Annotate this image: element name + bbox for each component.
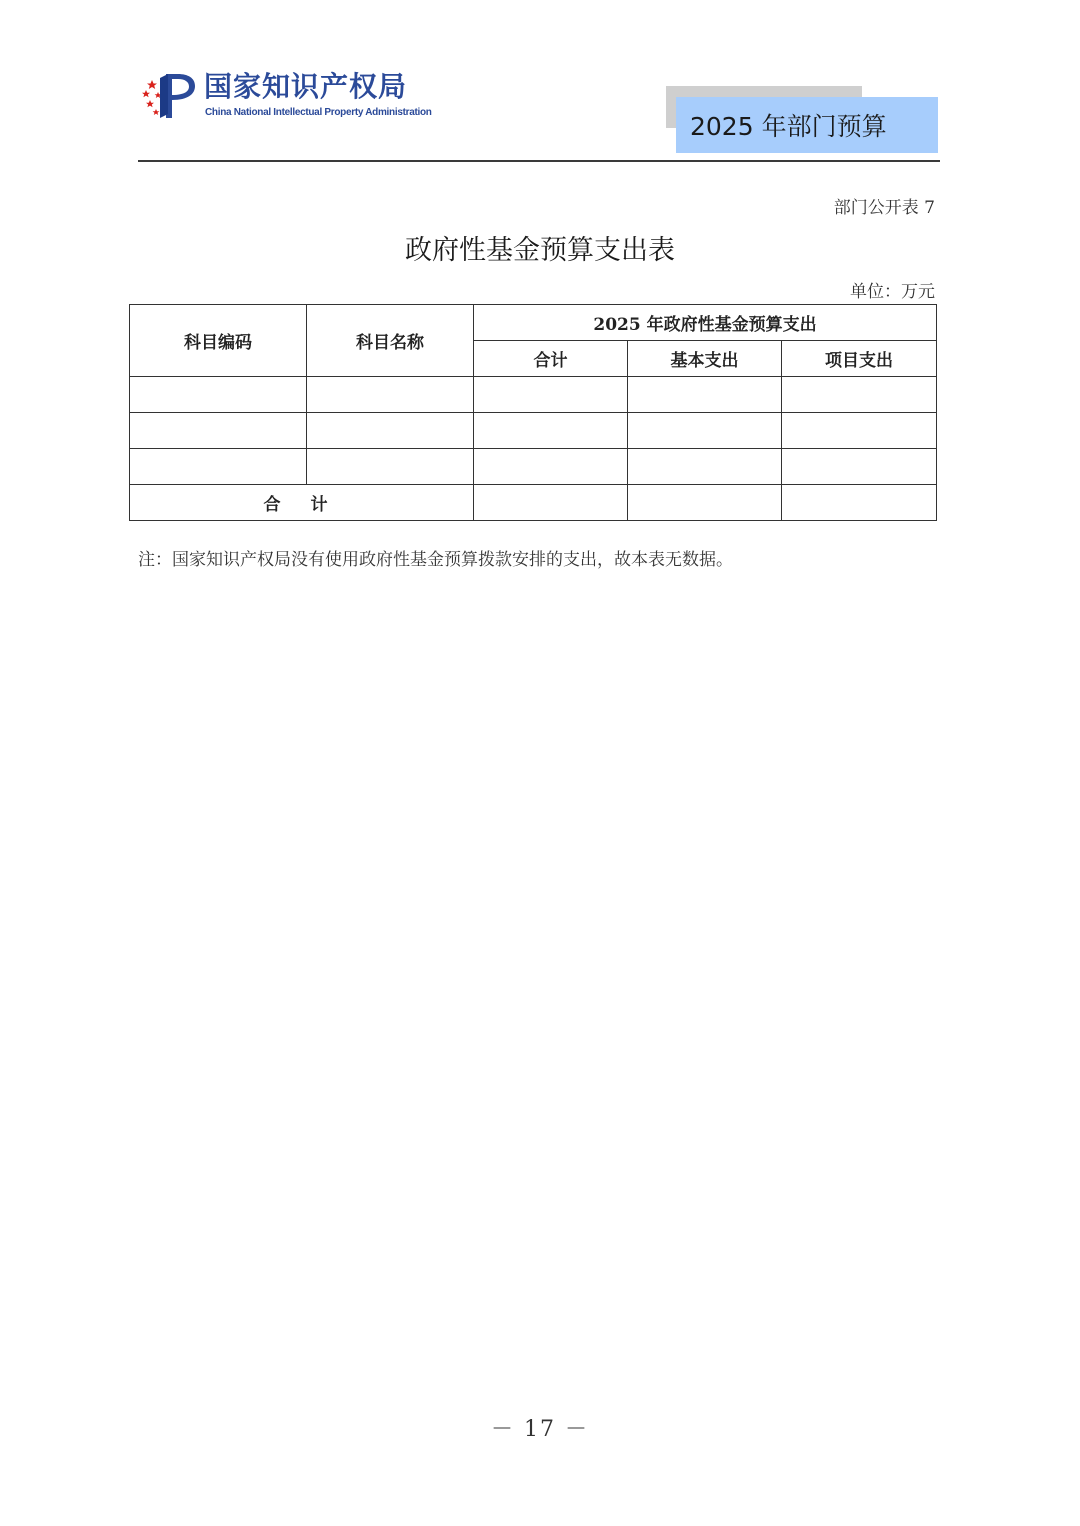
total-cell — [782, 485, 937, 521]
column-header-project: 项目支出 — [782, 341, 937, 377]
table-cell — [130, 449, 307, 485]
table-cell — [307, 377, 474, 413]
cnipa-logo-icon — [138, 70, 198, 122]
page-title: 政府性基金预算支出表 — [405, 235, 675, 266]
budget-year-badge — [676, 97, 938, 153]
budget-year-label: 2025 年部门预算 — [690, 112, 887, 141]
table-header-row — [130, 305, 937, 341]
page-number: － 17 － — [491, 1417, 589, 1442]
table-cell — [628, 377, 782, 413]
column-header-name: 科目名称 — [307, 305, 474, 377]
unit-label: 单位：万元 — [850, 282, 935, 302]
org-name-cn: 国家知识产权局 — [204, 70, 408, 103]
column-header-basic: 基本支出 — [628, 341, 782, 377]
total-label: 合 计 — [130, 485, 474, 521]
table-cell — [782, 377, 937, 413]
table-cell — [130, 377, 307, 413]
org-name-en: China National Intellectual Property Administration — [205, 107, 432, 118]
table-number: 部门公开表 7 — [833, 198, 935, 218]
table-cell — [782, 413, 937, 449]
table-note: 注：国家知识产权局没有使用政府性基金预算拨款安排的支出，故本表无数据。 — [138, 550, 733, 570]
total-cell — [474, 485, 628, 521]
table-cell — [782, 449, 937, 485]
table-cell — [130, 413, 307, 449]
total-cell — [628, 485, 782, 521]
table-row — [130, 413, 937, 449]
table-cell — [474, 413, 628, 449]
org-logo — [138, 70, 438, 122]
table-row — [130, 377, 937, 413]
column-header-code: 科目编码 — [130, 305, 307, 377]
table-row — [130, 449, 937, 485]
table-cell — [307, 413, 474, 449]
column-group-header: 2025 年政府性基金预算支出 — [474, 305, 937, 341]
table-cell — [474, 377, 628, 413]
table-cell — [628, 413, 782, 449]
budget-table — [129, 304, 937, 521]
table-cell — [474, 449, 628, 485]
column-header-total: 合计 — [474, 341, 628, 377]
table-cell — [628, 449, 782, 485]
table-total-row — [130, 485, 937, 521]
table-cell — [307, 449, 474, 485]
header-divider — [138, 160, 940, 162]
